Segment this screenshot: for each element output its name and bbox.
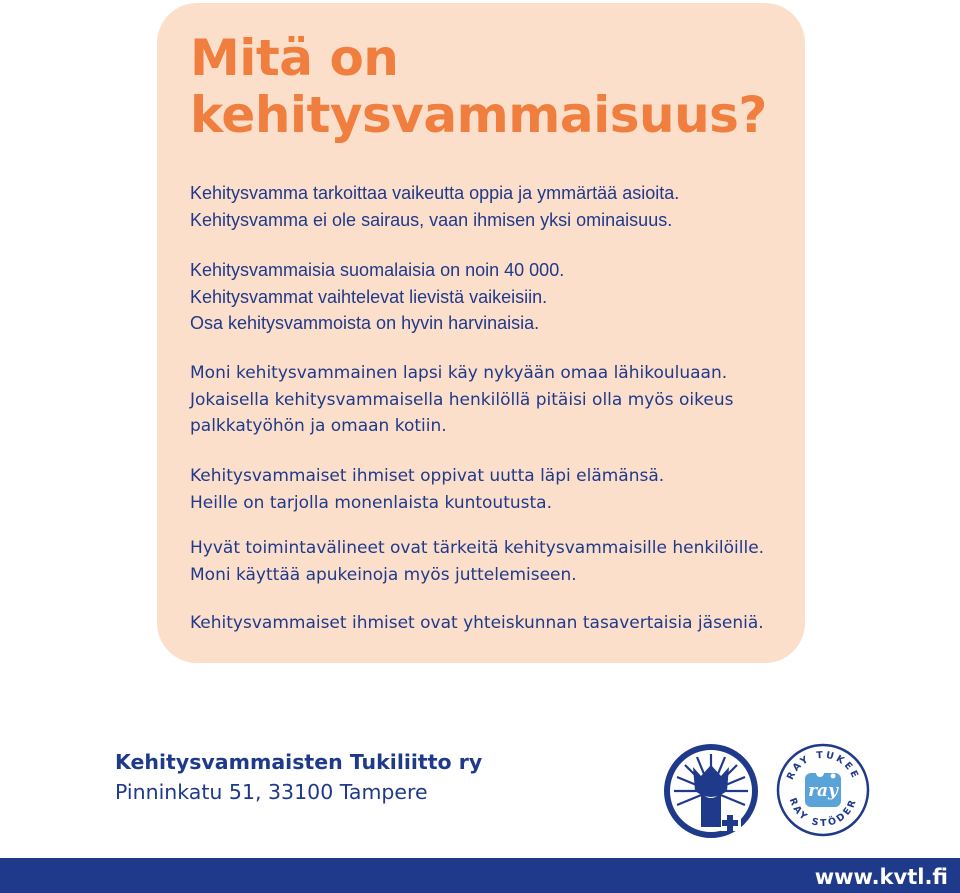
ray-bottom-text: RAY STÖDER (786, 796, 860, 830)
paragraph-line: Kehitysvammat vaihtelevat lievistä vaikeisiin. (190, 286, 548, 307)
page-title (190, 30, 767, 144)
paragraph-line: Heille on tarjolla monenlaista kuntoutusta. (190, 492, 552, 513)
paragraph-line: Kehitysvammaiset ihmiset oppivat uutta läpi elämänsä. (190, 466, 665, 486)
org-address: Pinninkatu 51, 33100 Tampere (115, 780, 428, 804)
title-line-1: Mitä on (190, 29, 399, 87)
org-name: Kehitysvammaisten Tukiliitto ry (115, 750, 483, 774)
paragraph-aids (190, 535, 764, 588)
paragraph-school (190, 360, 733, 440)
paragraph-line: palkkatyöhön ja omaan kotiin. (190, 416, 447, 436)
paragraph-line: Hyvät toimintavälineet ovat tärkeitä kehitysvammaisille henkilöille. (190, 538, 765, 558)
paragraph-line: Kehitysvamma ei ole sairaus, vaan ihmisen yksi ominaisuus. (190, 209, 673, 230)
footer-url[interactable]: www.kvtl.fi (814, 865, 948, 889)
paragraph-prevalence (190, 257, 564, 337)
paragraph-line: Osa kehitysvammoista on hyvin harvinaisia. (190, 313, 540, 333)
tulip-cross-emblem-icon (663, 743, 759, 839)
paragraph-line: Kehitysvammaiset ihmiset ovat yhteiskunnan tasavertaisia jäseniä. (190, 613, 764, 633)
paragraph-line: Jokaisella kehitysvammaisella henkilöllä pitäisi olla myös oikeus (190, 389, 734, 410)
paragraph-definition (190, 180, 679, 233)
paragraph-line: Moni kehitysvammainen lapsi käy nykyään omaa lähikouluaan. (190, 363, 728, 383)
paragraph-equality (190, 610, 764, 637)
ray-top-text: RAY TUKEE (784, 749, 862, 782)
paragraph-line: Kehitysvamma tarkoittaa vaikeutta oppia ja ymmärtää asioita. (190, 183, 680, 203)
paragraph-learning (190, 463, 664, 516)
ray-logo-icon (775, 742, 871, 838)
paragraph-line: Moni käyttää apukeinoja myös juttelemiseen. (190, 564, 577, 585)
paragraph-line: Kehitysvammaisia suomalaisia on noin 40 000. (190, 260, 565, 280)
title-line-2: kehitysvammaisuus? (190, 86, 767, 144)
ray-center-text: ray (808, 781, 838, 801)
footer-bar (0, 858, 960, 893)
